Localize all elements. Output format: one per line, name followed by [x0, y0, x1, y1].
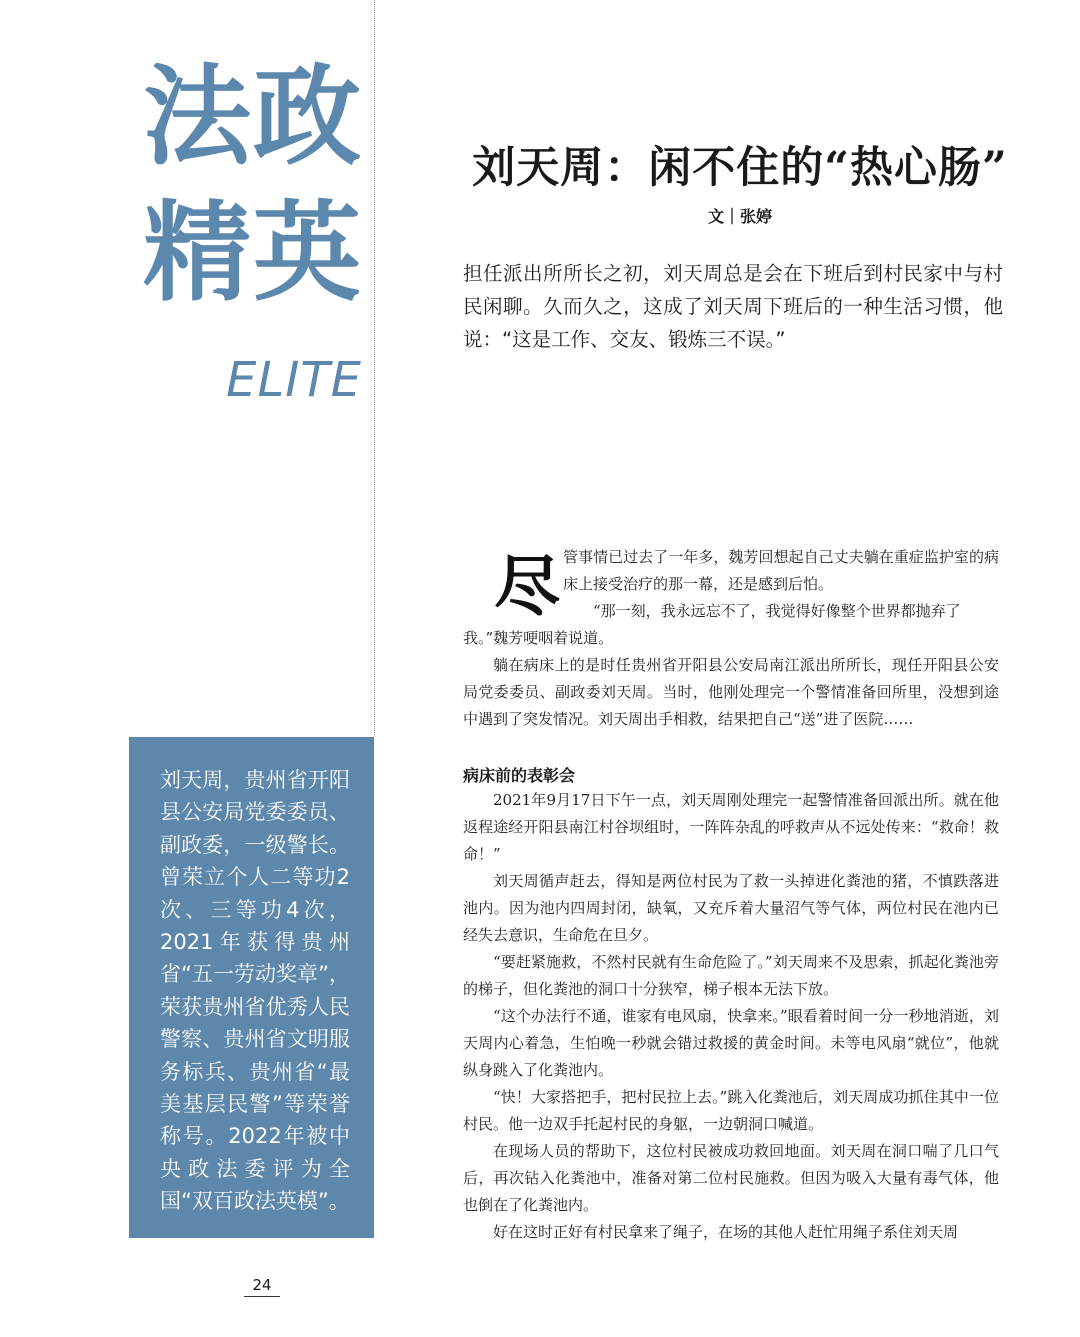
section-heading: 病床前的表彰会 — [463, 766, 576, 785]
intro-paragraph-1: 管事情已过去了一年多，魏芳回想起自己丈夫躺在重症监护室的病床上接受治疗的那一幕，还是感到后怕。 — [563, 548, 999, 593]
section-title-line2: 精英 — [142, 191, 363, 316]
section-title-en: ELITE — [226, 352, 362, 408]
article-title: 刘天周：闲不住的“热心肠” — [472, 143, 1008, 193]
body-paragraph: “要赶紧施救，不然村民就有生命危险了。”刘天周来不及思索，抓起化粪池旁的梯子，但化粪池的洞口十分狭窄，梯子根本无法下放。 — [463, 953, 999, 998]
intro-paragraph-3: 躺在病床上的是时任贵州省开阳县公安局南江派出所所长，现任开阳县公安局党委委员、副政委刘天周。当时，他刚处理完一个警情准备回所里，没想到途中遇到了突发情况。刘天周出手相救，结果把自己“送”进了医院…… — [463, 656, 999, 728]
section-body — [463, 787, 999, 1246]
bio-text: 刘天周，贵州省开阳县公安局党委委员、副政委，一级警长。曾荣立个人二等功2次、三等功4次，2021年获得贵州省“五一劳动奖章”，荣获贵州省优秀人民警察、贵州省文明服务标兵、贵州省“最美基层民警”等荣誉称号。2022年被中央政法委评为全国“双百政法英模”。 — [160, 768, 350, 1214]
intro-paragraph-2-start: “那一刻，我永远忘不了，我觉得好像整个世界都抛弃了 — [593, 602, 961, 620]
lead-paragraph: 担任派出所所长之初，刘天周总是会在下班后到村民家中与村民闲聊。久而久之，这成了刘天周下班后的一种生活习惯，他说：“这是工作、交友、锻炼三不误。” — [463, 262, 1003, 351]
body-paragraph: 好在这时正好有村民拿来了绳子，在场的其他人赶忙用绳子系住刘天周 — [493, 1223, 959, 1241]
body-paragraph: “快！大家搭把手，把村民拉上去。”跳入化粪池后，刘天周成功抓住其中一位村民。他一边双手托起村民的身躯，一边朝洞口喊道。 — [463, 1088, 999, 1133]
page-number: 24 — [244, 1274, 280, 1297]
body-paragraph: “这个办法行不通，谁家有电风扇，快拿来。”眼看着时间一分一秒地消逝，刘天周内心着急，生怕晚一秒就会错过救援的黄金时间。未等电风扇“就位”，他就纵身跳入了化粪池内。 — [463, 1007, 999, 1079]
column-divider — [374, 0, 375, 735]
section-title-line1: 法政 — [142, 55, 363, 180]
intro-top — [563, 544, 999, 625]
body-paragraph: 2021年9月17日下午一点，刘天周刚处理完一起警情准备回派出所。就在他返程途经开阳县南江村谷坝组时，一阵阵杂乱的呼救声从不远处传来：“救命！救命！” — [463, 791, 999, 863]
body-paragraph: 刘天周循声赶去，得知是两位村民为了救一头掉进化粪池的猪，不慎跌落进池内。因为池内四周封闭，缺氧，又充斥着大量沼气等气体，两位村民在池内已经失去意识，生命危在旦夕。 — [463, 872, 999, 944]
drop-cap: 尽 — [494, 548, 560, 625]
intro-bottom — [463, 625, 999, 733]
byline: 文｜张婷 — [707, 207, 772, 226]
body-paragraph: 在现场人员的帮助下，这位村民被成功救回地面。刘天周在洞口喘了几口气后，再次钻入化粪池中，准备对第二位村民施救。但因为吸入大量有毒气体，他也倒在了化粪池内。 — [463, 1142, 999, 1214]
intro-paragraph-2-end: 我。”魏芳哽咽着说道。 — [463, 629, 614, 647]
